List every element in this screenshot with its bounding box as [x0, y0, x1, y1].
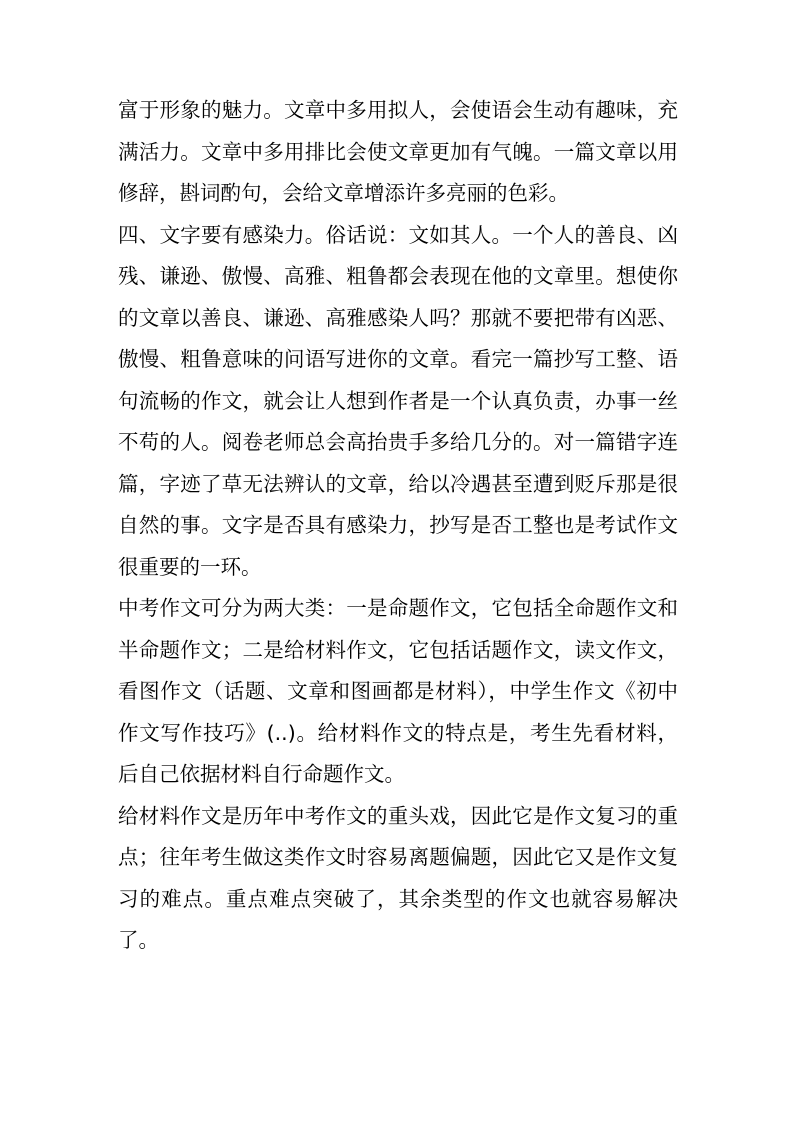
paragraph-essay-types: 中考作文可分为两大类：一是命题作文，它包括全命题作文和半命题作文；二是给材料作文，它包括话题作文，读文作文，看图作文（话题、文章和图画都是材料），中学生作文《初中作文写作技巧》(..)。给材料作文的特点是，考生先看材料，后自己依据材料自行命题作文。: [118, 596, 678, 786]
paragraph-material-essay: 给材料作文是历年中考作文的重头戏，因此它是作文复习的重点；往年考生做这类作文时容易离题偏题，因此它又是作文复习的难点。重点难点突破了，其余类型的作文也就容易解决了。: [118, 803, 678, 952]
document-body: [118, 90, 678, 962]
paragraph-expressiveness: 四、文字要有感染力。俗话说：文如其人。一个人的善良、凶残、谦逊、傲慢、高雅、粗鲁都会表现在他的文章里。想使你的文章以善良、谦逊、高雅感染人吗？那就不要把带有凶恶、傲慢、粗鲁意味的问语写进你的文章。看完一篇抄写工整、语句流畅的作文，就会让人想到作者是一个认真负责，办事一丝不苟的人。阅卷老师总会高抬贵手多给几分的。对一篇错字连篇，字迹了草无法辨认的文章，给以冷遇甚至遭到贬斥那是很自然的事。文字是否具有感染力，抄写是否工整也是考试作文很重要的一环。: [118, 222, 678, 579]
paragraph-rhetoric: 富于形象的魅力。文章中多用拟人，会使语会生动有趣味，充满活力。文章中多用排比会使文章更加有气魄。一篇文章以用修辞，斟词酌句，会给文章增添许多亮丽的色彩。: [118, 98, 678, 205]
